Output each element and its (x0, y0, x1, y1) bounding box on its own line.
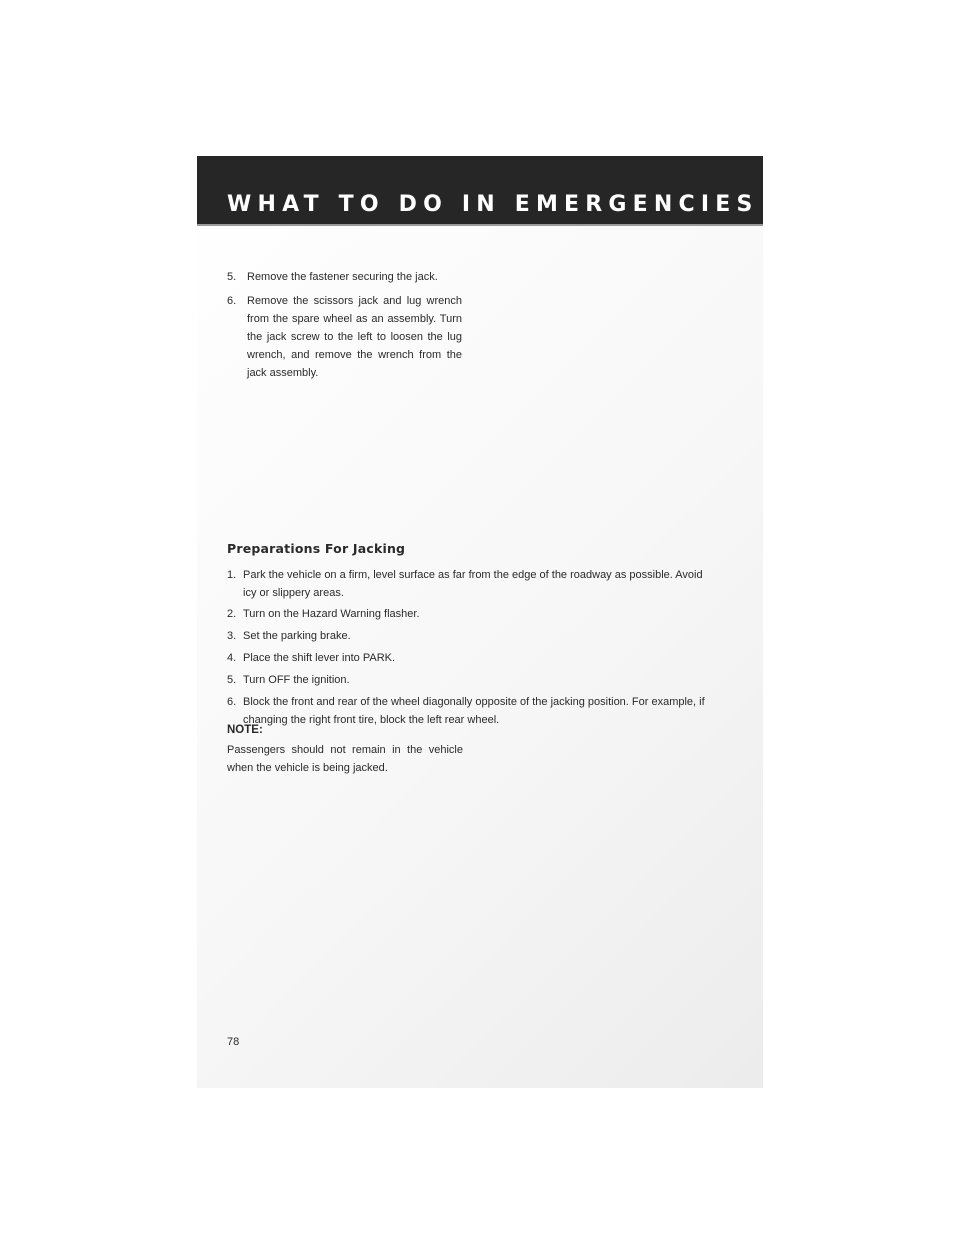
step-number: 3. (227, 630, 237, 642)
step-number: 4. (227, 652, 237, 664)
step-text: Set the parking brake. (243, 630, 351, 642)
prep-step-4 (227, 649, 717, 667)
step-text: Remove the scissors jack and lug wrench from the spare wheel as an assembly. Turn the jack screw to the left to loosen the lug wrench, and remove the wrench from the jack assembly. (247, 295, 462, 379)
step-number: 5. (227, 271, 237, 283)
section-header-bar (197, 156, 763, 226)
step-number: 2. (227, 608, 237, 620)
prep-step-3 (227, 627, 717, 645)
prep-step-6 (227, 693, 717, 729)
step-text: Block the front and rear of the wheel diagonally opposite of the jacking position. For example, if changing the right front tire, block the left rear wheel. (243, 696, 705, 726)
prep-step-5 (227, 671, 717, 689)
jack-step-5 (227, 268, 462, 286)
jack-step-6 (227, 292, 462, 382)
page-number: 78 (227, 1036, 240, 1048)
step-number: 1. (227, 569, 237, 581)
note-label: NOTE: (227, 724, 263, 736)
note-text: Passengers should not remain in the vehicle when the vehicle is being jacked. (227, 744, 463, 774)
section-heading: Preparations For Jacking (227, 541, 406, 556)
step-text: Park the vehicle on a firm, level surface as far from the edge of the roadway as possible. Avoid icy or slippery areas. (243, 569, 703, 599)
step-text: Turn on the Hazard Warning flasher. (243, 608, 420, 620)
step-number: 6. (227, 295, 237, 307)
section-header-title: WHAT TO DO IN EMERGENCIES (227, 192, 759, 217)
prep-step-1 (227, 566, 717, 602)
manual-page (197, 156, 763, 1088)
step-text: Turn OFF the ignition. (243, 674, 350, 686)
step-text: Place the shift lever into PARK. (243, 652, 396, 664)
step-text: Remove the fastener securing the jack. (247, 271, 438, 283)
step-number: 6. (227, 696, 237, 708)
prep-step-2 (227, 605, 717, 623)
step-number: 5. (227, 674, 237, 686)
